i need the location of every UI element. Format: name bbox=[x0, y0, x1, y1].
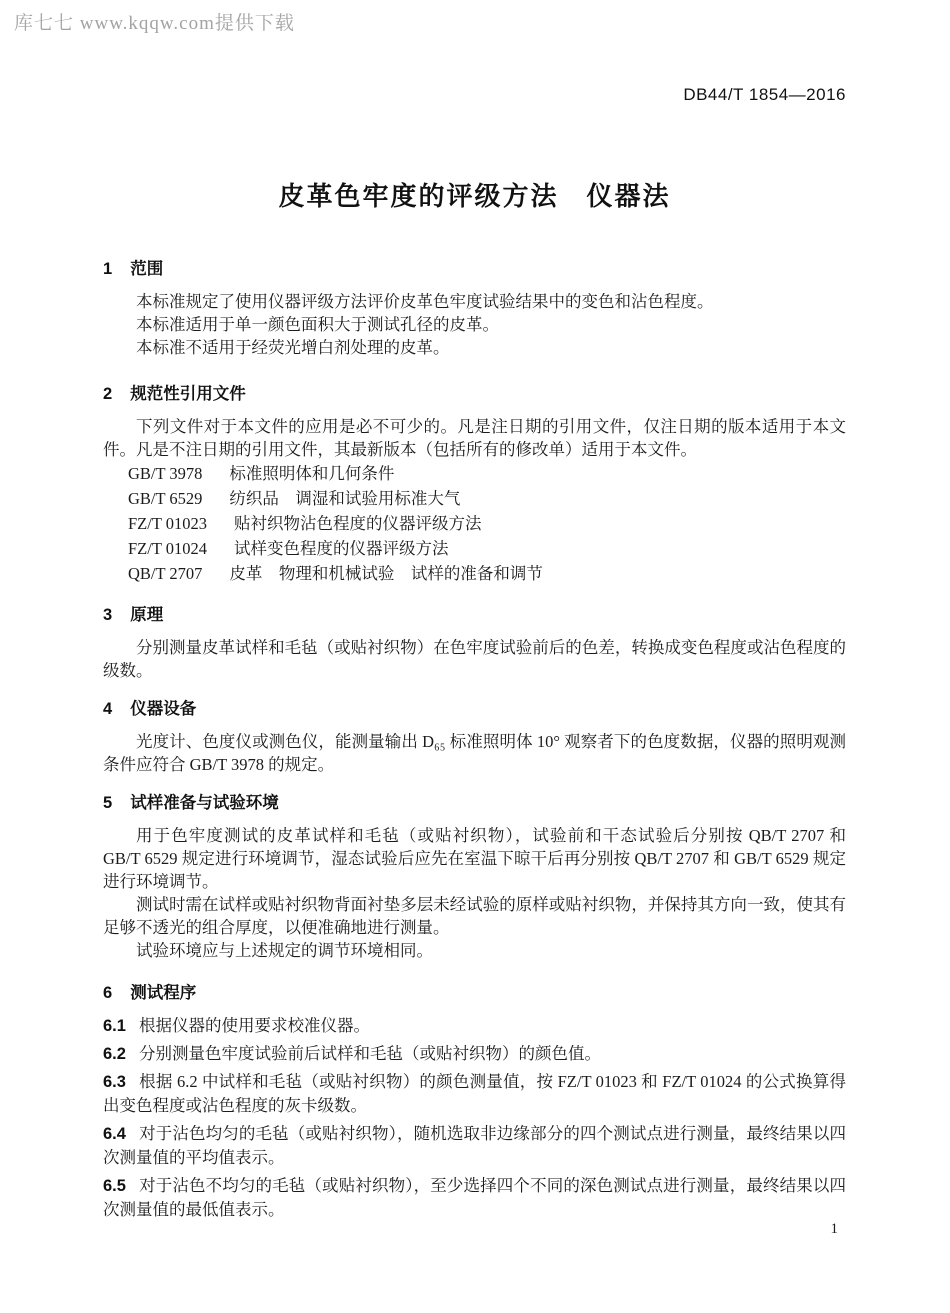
section-title: 范围 bbox=[130, 260, 164, 278]
paragraph: 试验环境应与上述规定的调节环境相同。 bbox=[136, 941, 433, 960]
clause-number: 6.4 bbox=[103, 1125, 126, 1143]
paragraph: 分别测量皮革试样和毛毡（或贴衬织物）在色牢度试验前后的色差，转换成变色程度或沾色程度的级数。 bbox=[103, 638, 846, 680]
section-title: 规范性引用文件 bbox=[130, 385, 246, 403]
clause-number: 6.3 bbox=[103, 1073, 126, 1091]
paragraph: 下列文件对于本文件的应用是必不可少的。凡是注日期的引用文件，仅注日期的版本适用于本文件。凡是不注日期的引用文件，其最新版本（包括所有的修改单）适用于本文件。 bbox=[103, 417, 846, 459]
reference-title: 皮革 物理和机械试验 试样的准备和调节 bbox=[229, 564, 543, 583]
paragraph: 光度计、色度仪或测色仪，能测量输出 D₆₅ 标准照明体 10° 观察者下的色度数据，仪器的照明观测条件应符合 GB/T 3978 的规定。 bbox=[103, 732, 846, 774]
section-number: 4 bbox=[103, 700, 113, 718]
clause-text: 根据仪器的使用要求校准仪器。 bbox=[138, 1016, 370, 1035]
section-heading-scope bbox=[103, 258, 846, 281]
reference-title: 纺织品 调湿和试验用标准大气 bbox=[229, 489, 461, 508]
section-title: 仪器设备 bbox=[130, 700, 197, 718]
reference-item bbox=[103, 536, 846, 561]
clause-item bbox=[103, 1174, 846, 1222]
section-number: 6 bbox=[103, 984, 113, 1002]
reference-item bbox=[103, 461, 846, 486]
paragraph: 本标准适用于单一颜色面积大于测试孔径的皮革。 bbox=[136, 315, 499, 334]
reference-code: GB/T 6529 bbox=[128, 489, 203, 508]
page-title: 皮革色牢度的评级方法 仪器法 bbox=[278, 181, 671, 211]
clause-text: 对于沾色不均匀的毛毡（或贴衬织物），至少选择四个不同的深色测试点进行测量，最终结果以四次测量值的最低值表示。 bbox=[103, 1176, 846, 1219]
clause-item bbox=[103, 1070, 846, 1118]
clause-number: 6.2 bbox=[103, 1045, 126, 1063]
page-number: 1 bbox=[830, 1221, 838, 1237]
section-heading-principle bbox=[103, 604, 846, 627]
section-title: 原理 bbox=[130, 606, 164, 624]
section-title: 测试程序 bbox=[130, 984, 197, 1002]
section-heading-apparatus bbox=[103, 698, 846, 721]
clause-text: 根据 6.2 中试样和毛毡（或贴衬织物）的颜色测量值，按 FZ/T 01023 和 FZ/T 01024 的公式换算得出变色程度或沾色程度的灰卡级数。 bbox=[103, 1072, 846, 1115]
section-title: 试样准备与试验环境 bbox=[130, 794, 279, 812]
clause-item bbox=[103, 1122, 846, 1170]
clause-item bbox=[103, 1014, 846, 1038]
clause-number: 6.5 bbox=[103, 1177, 126, 1195]
section-number: 3 bbox=[103, 606, 113, 624]
standard-number: DB44/T 1854—2016 bbox=[683, 85, 846, 104]
page-content bbox=[103, 0, 846, 1226]
reference-code: FZ/T 01023 bbox=[128, 514, 207, 533]
clause-item bbox=[103, 1042, 846, 1066]
section-number: 1 bbox=[103, 260, 113, 278]
section-number: 5 bbox=[103, 794, 113, 812]
paragraph: 用于色牢度测试的皮革试样和毛毡（或贴衬织物），试验前和干态试验后分别按 QB/T 2707 和 GB/T 6529 规定进行环境调节，湿态试验后应先在室温下晾干后再分别按 QB/T 2707 和 GB/T 6529 规定进行环境调节。 bbox=[103, 826, 846, 891]
clause-text: 对于沾色均匀的毛毡（或贴衬织物），随机选取非边缘部分的四个测试点进行测量，最终结果以四次测量值的平均值表示。 bbox=[103, 1124, 846, 1167]
section-heading-normative-references bbox=[103, 383, 846, 406]
section-heading-test-procedure bbox=[103, 982, 846, 1005]
reference-code: QB/T 2707 bbox=[128, 564, 203, 583]
reference-title: 标准照明体和几何条件 bbox=[229, 464, 395, 483]
reference-code: FZ/T 01024 bbox=[128, 539, 207, 558]
paragraph: 测试时需在试样或贴衬织物背面衬垫多层未经试验的原样或贴衬织物，并保持其方向一致，使其有足够不透光的组合厚度，以便准确地进行测量。 bbox=[103, 895, 846, 937]
reference-title: 试样变色程度的仪器评级方法 bbox=[234, 539, 449, 558]
clause-number: 6.1 bbox=[103, 1017, 126, 1035]
reference-code: GB/T 3978 bbox=[128, 464, 203, 483]
reference-item bbox=[103, 511, 846, 536]
section-heading-sample-preparation bbox=[103, 792, 846, 815]
section-number: 2 bbox=[103, 385, 113, 403]
clause-text: 分别测量色牢度试验前后试样和毛毡（或贴衬织物）的颜色值。 bbox=[138, 1044, 601, 1063]
watermark: 库七七 www.kqqw.com提供下载 bbox=[14, 13, 295, 34]
reference-item bbox=[103, 486, 846, 511]
paragraph: 本标准不适用于经荧光增白剂处理的皮革。 bbox=[136, 338, 450, 357]
reference-title: 贴衬织物沾色程度的仪器评级方法 bbox=[234, 514, 482, 533]
paragraph: 本标准规定了使用仪器评级方法评价皮革色牢度试验结果中的变色和沾色程度。 bbox=[136, 292, 714, 311]
reference-item bbox=[103, 561, 846, 586]
